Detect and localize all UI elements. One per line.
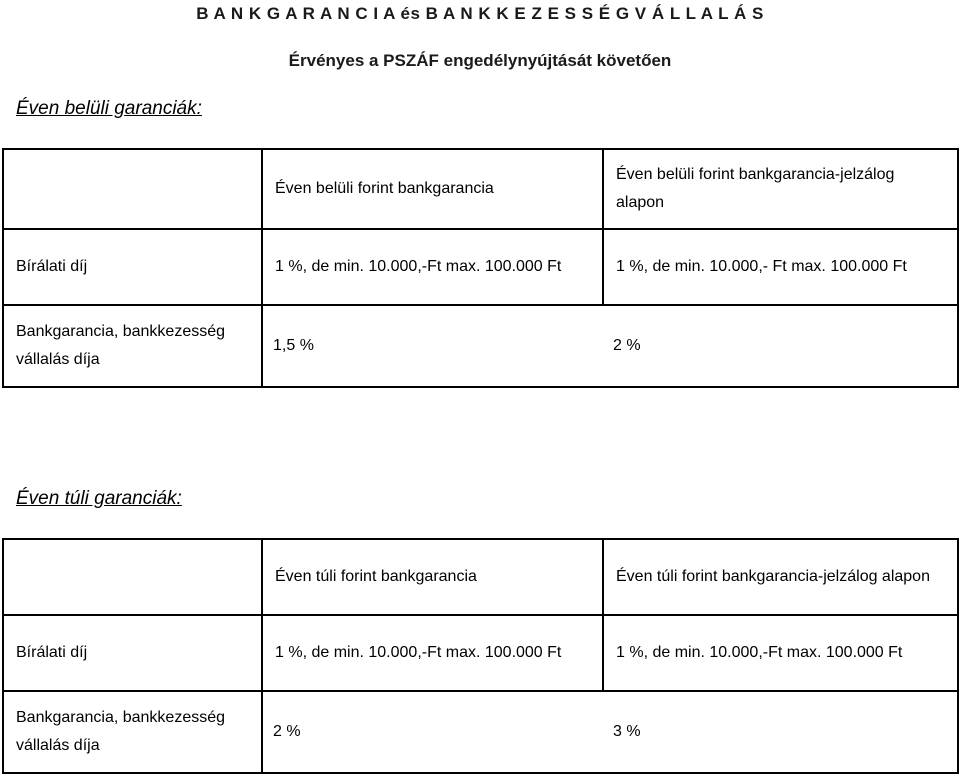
page-subtitle: Érvényes a PSZÁF engedélynyújtását követően <box>288 51 672 70</box>
row-label-review-fee: Bírálati díj <box>3 615 262 691</box>
row-label-guarantee-fee: Bankgarancia, bankkezesség vállalás díja <box>3 691 262 773</box>
guarantee-fee-values <box>262 305 958 387</box>
table-row <box>3 615 958 691</box>
guarantee-fee-mortgage: 3 % <box>613 723 641 740</box>
long-term-heading: Éven túli garanciák: <box>16 488 182 509</box>
review-fee-mortgage: 1 %, de min. 10.000,-Ft max. 100.000 Ft <box>603 615 958 691</box>
page-title: B A N K G A R A N C I A és B A N K K E Z E S S É G V Á L L A L Á S <box>196 4 764 23</box>
table-header-row <box>3 149 958 229</box>
short-term-fee-table <box>2 148 959 388</box>
review-fee-forint: 1 %, de min. 10.000,-Ft max. 100.000 Ft <box>262 615 603 691</box>
table-header-row <box>3 539 958 615</box>
guarantee-fee-values <box>262 691 958 773</box>
guarantee-fee-forint: 2 % <box>273 723 301 740</box>
long-term-fee-table <box>2 538 959 774</box>
review-fee-forint: 1 %, de min. 10.000,-Ft max. 100.000 Ft <box>262 229 603 305</box>
guarantee-fee-mortgage: 2 % <box>613 337 641 354</box>
row-label-guarantee-fee: Bankgarancia, bankkezesség vállalás díja <box>3 305 262 387</box>
header-cell-mortgage-guarantee: Éven belüli forint bankgarancia-jelzálog alapon <box>603 149 958 229</box>
header-cell-empty <box>3 149 262 229</box>
header-cell-empty <box>3 539 262 615</box>
table-row <box>3 305 958 387</box>
review-fee-mortgage: 1 %, de min. 10.000,- Ft max. 100.000 Ft <box>603 229 958 305</box>
header-cell-forint-guarantee: Éven túli forint bankgarancia <box>262 539 603 615</box>
table-row <box>3 691 958 773</box>
header-cell-mortgage-guarantee: Éven túli forint bankgarancia-jelzálog alapon <box>603 539 958 615</box>
guarantee-fee-forint: 1,5 % <box>273 337 314 354</box>
short-term-heading: Éven belüli garanciák: <box>16 98 202 119</box>
table-row <box>3 229 958 305</box>
row-label-review-fee: Bírálati díj <box>3 229 262 305</box>
header-cell-forint-guarantee: Éven belüli forint bankgarancia <box>262 149 603 229</box>
